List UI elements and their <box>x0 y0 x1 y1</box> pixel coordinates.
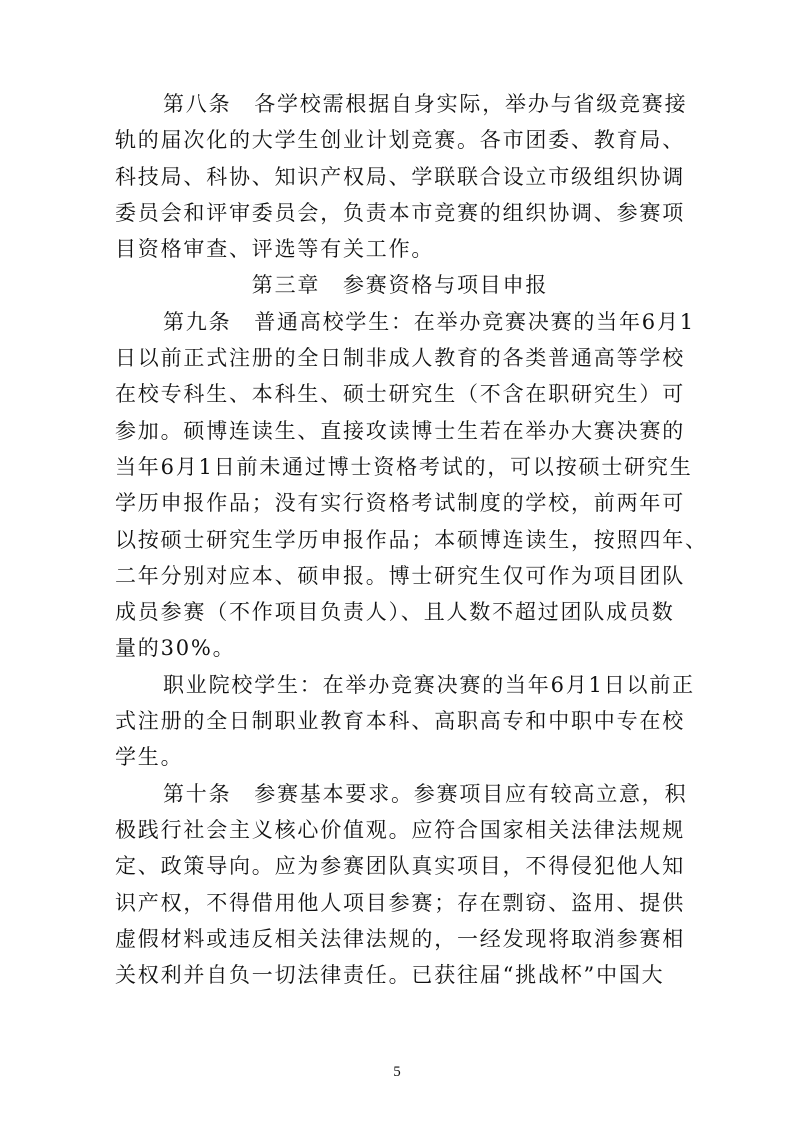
vocational-line-1: 职业院校学生：在举办竞赛决赛的当年6月1日以前正 <box>163 672 695 697</box>
article-9-line-7: 以按硕士研究生学历申报作品；本硕博连读生，按照四年、 <box>115 527 708 552</box>
article-9-line-8: 二年分别对应本、硕申报。博士研究生仅可作为项目团队 <box>115 563 685 588</box>
article-9-line-9: 成员参赛（不作项目负责人）、且人数不超过团队成员数 <box>115 600 675 625</box>
article-8-line-5: 目资格审查、评选等有关工作。 <box>115 237 435 262</box>
chapter-3-heading: 第三章 参赛资格与项目申报 <box>251 273 549 298</box>
article-9-line-4: 参加。硕博连读生、直接攻读博士生若在举办大赛决赛的 <box>115 418 685 443</box>
article-10-line-5: 虚假材料或违反相关法律法规的，一经发现将取消参赛相 <box>115 926 685 951</box>
article-10-line-6: 关权利并自负一切法律责任。已获往届“挑战杯”中国大 <box>115 963 665 988</box>
article-10-line-4: 识产权，不得借用他人项目参赛；存在剽窃、盗用、提供 <box>115 890 685 915</box>
article-10-line-1: 第十条 参赛基本要求。参赛项目应有较高立意，积 <box>163 781 688 806</box>
article-10-line-2: 极践行社会主义核心价值观。应符合国家相关法律法规规 <box>115 817 685 842</box>
article-8-line-1: 第八条 各学校需根据自身实际，举办与省级竞赛接 <box>163 92 688 116</box>
article-8-line-2: 轨的届次化的大学生创业计划竞赛。各市团委、教育局、 <box>115 128 685 153</box>
article-10-line-3: 定、政策导向。应为参赛团队真实项目，不得侵犯他人知 <box>115 854 685 879</box>
vocational-line-2: 式注册的全日制职业教育本科、高职高专和中职中专在校 <box>115 709 685 734</box>
article-9-line-1: 第九条 普通高校学生：在举办竞赛决赛的当年6月1 <box>163 309 695 334</box>
body-text <box>115 86 708 993</box>
article-9-line-5: 当年6月1日前未通过博士资格考试的，可以按硕士研究生 <box>115 454 693 479</box>
article-8-line-3: 科技局、科协、知识产权局、学联联合设立市级组织协调 <box>115 164 685 189</box>
article-9-line-2: 日以前正式注册的全日制非成人教育的各类普通高等学校 <box>115 346 685 371</box>
article-9-line-3: 在校专科生、本科生、硕士研究生（不含在职研究生）可 <box>115 382 685 407</box>
article-8-line-4: 委员会和评审委员会，负责本市竞赛的组织协调、参赛项 <box>115 200 685 225</box>
article-9-line-6: 学历申报作品；没有实行资格考试制度的学校，前两年可 <box>115 491 685 516</box>
page-number: 5 <box>393 1064 401 1080</box>
article-9-line-10: 量的30%。 <box>115 636 236 661</box>
vocational-line-3: 学生。 <box>115 745 184 770</box>
